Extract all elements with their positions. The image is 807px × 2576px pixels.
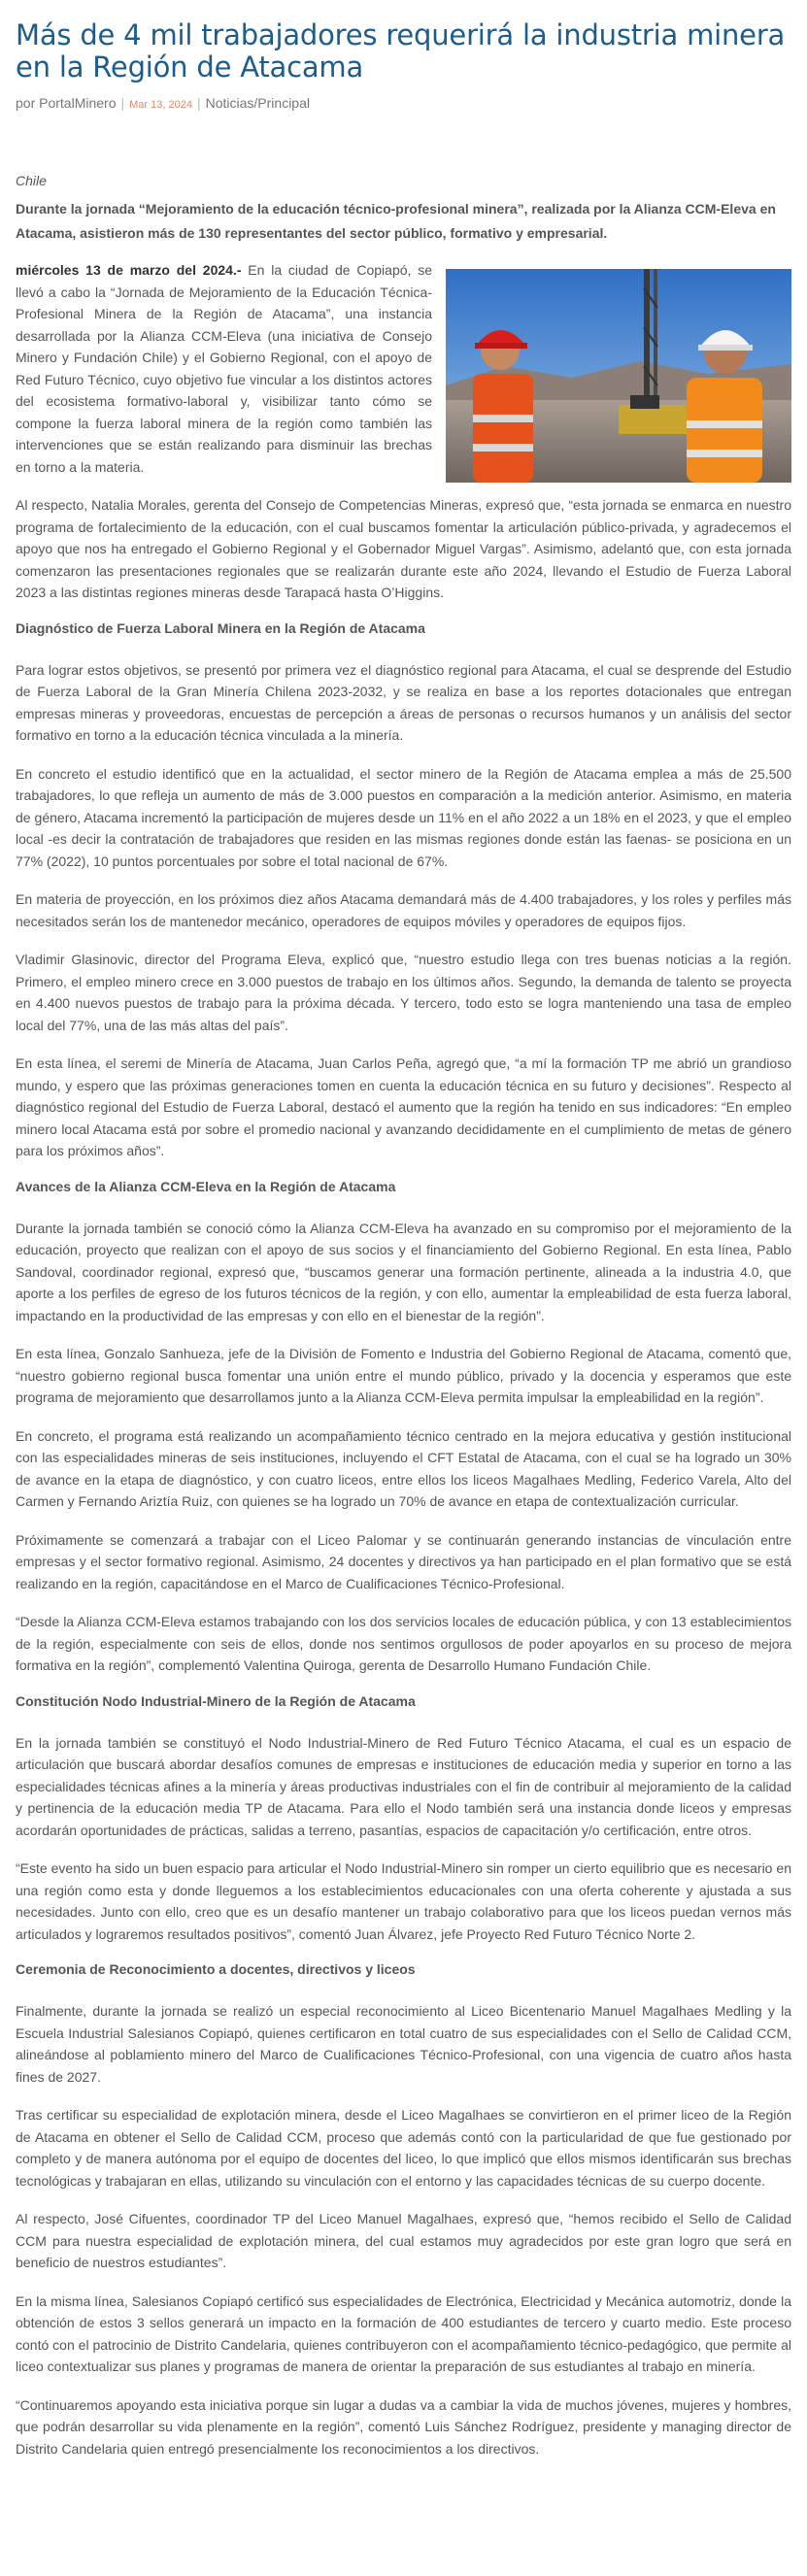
paragraph: En la jornada también se constituyó el Nodo Industrial-Minero de Red Futuro Técnico Atacama, el cual es un espacio de articulación que buscará abordar desafíos comunes de empresas e instituciones de educación media y superior en torno a las especialidades técnicas afines a la minería y áreas productivas industriales con el fin de contribuir al mejoramiento de la calidad y pertinencia de la educación media TP de Atacama. Para ello el Nodo también será una instancia donde liceos y empresas acordarán oportunidades de prácticas, salidas a terreno, pasantías, espacios de capacitación y/o certificación, entre otros. bbox=[16, 1734, 791, 1838]
category-link[interactable]: Noticias/Principal bbox=[205, 95, 310, 111]
article-lead: Durante la jornada “Mejoramiento de la educación técnico-profesional minera”, realizada por la Alianza CCM-Eleva en Atacama, asistieron más de 130 representantes del sector público, formativo y empresarial. bbox=[16, 201, 776, 241]
paragraph: En concreto el estudio identificó que en la actualidad, el sector minero de la Región de Atacama emplea a más de 25.500 trabajadores, lo que refleja un aumento de más de 3.000 puestos en comparación a la medición anterior. Asimismo, en materia de género, Atacama incrementó la participación de mujeres desde un 11% en el año 2022 a un 18% en el 2023, y que el empleo local -es decir la contratación de trabajadores que residen en las mismas regiones donde están las faenas- se posiciona en un 77% (2022), 10 puntos porcentuales por sobre el total nacional de 67%. bbox=[16, 765, 791, 869]
article-body bbox=[16, 259, 791, 2459]
paragraph: “Continuaremos apoyando esta iniciativa porque sin lugar a dudas va a cambiar la vida de muchos jóvenes, mujeres y hombres, que podrán desarrollar su vida plenamente en la región”, comentó Luis Sánchez Rodríguez, presidente y managing director de Distrito Candelaria quien entregó presencialmente los reconocimientos a los directivos. bbox=[16, 2396, 791, 2457]
section-heading: Constitución Nodo Industrial-Minero de la Región de Atacama bbox=[16, 1692, 416, 1709]
paragraph: Para lograr estos objetivos, se presentó por primera vez el diagnóstico regional para Atacama, el cual se desprende del Estudio de Fuerza Laboral de la Gran Minería Chilena 2023-2032, y se realiza en base a los reportes dotacionales que entregan empresas mineras y proveedoras, encuestas de percepción a áreas de personas o recursos humanos y un análisis del sector formativo en torno a la educación técnica vinculada a la minería. bbox=[16, 661, 791, 743]
paragraph: “Desde la Alianza CCM-Eleva estamos trabajando con los dos servicios locales de educación pública, y con 13 establecimientos de la región, especialmente con seis de ellos, donde nos sentimos orgullosos de poder apoyarlos en su proceso de mejora formativa en la región”, complementó Valentina Quiroga, gerenta de Desarrollo Humano Fundación Chile. bbox=[16, 1614, 791, 1673]
miners-photo bbox=[446, 269, 791, 483]
paragraph: “Este evento ha sido un buen espacio para articular el Nodo Industrial-Minero sin romper un cierto equilibrio que es necesario en una región como esta y donde lleguemos a los establecimientos educacionales con una oferta coherente y ajustada a sus necesidades. Junto con ello, creo que es un desafío mantener un trabajo colaborativo para que los liceos puedan vernos más articulados y lograremos resultados positivos”, comentó Juan Álvarez, jefe Proyecto Red Futuro Técnico Norte 2. bbox=[16, 1860, 791, 1942]
country-label: Chile bbox=[16, 173, 47, 188]
paragraph: Finalmente, durante la jornada se realizó un especial reconocimiento al Liceo Bicentenario Manuel Magalhaes Medling y la Escuela Industrial Salesianos Copiapó, quienes certificaron en total cuatro de sus especialidades con el Sello de Calidad CCM, alineándose al poblamiento minero del Marco de Cualificaciones Técnico-Profesional, con una vigencia de cuatro años hasta fines de 2027. bbox=[16, 2003, 791, 2085]
paragraph: En concreto, el programa está realizando un acompañamiento técnico centrado en la mejora educativa y gestión institucional con las especialidades mineras de seis instituciones, incluyendo el CFT Estatal de Atacama, con el cual se ha logrado un 30% de avance en la etapa de diagnóstico, y con cuatro liceos, entre ellos los liceos Magalhaes Medling, Federico Varela, Alto del Carmen y Fernando Ariztía Ruiz, con quienes se ha logrado un 70% de avance en etapa de contextualización curricular. bbox=[16, 1427, 791, 1509]
paragraph: Próximamente se comenzará a trabajar con el Liceo Palomar y se continuarán generando instancias de vinculación entre empresas y el sector formativo regional. Asimismo, 24 docentes y directivos ya han participado en el plan formativo que se está realizando en la región, capacitándose en el Marco de Cualificaciones Técnico-Profesional. bbox=[16, 1531, 791, 1591]
paragraph: Durante la jornada también se conoció cómo la Alianza CCM-Eleva ha avanzado en su compromiso por el mejoramiento de la educación, proyecto que realizan con el apoyo de sus socios y el financiamiento del Gobierno Regional. En esta línea, Pablo Sandoval, coordinador regional, expresó que, “buscamos generar una formación pertinente, alineada a la industria 4.0, que aporte a los perfiles de egreso de los futuros técnicos de la región, y con ello, aumentar la empleabilidad de esta fuerza laboral, impactando en la productividad de las empresas y con ello en el bienestar de la región”. bbox=[16, 1220, 791, 1323]
author[interactable]: por PortalMinero bbox=[16, 95, 117, 111]
article bbox=[16, 0, 791, 2476]
section-heading: Diagnóstico de Fuerza Laboral Minera en la Región de Atacama bbox=[16, 619, 425, 636]
miners-photo-illustration bbox=[446, 269, 791, 483]
paragraph: En la misma línea, Salesianos Copiapó certificó sus especialidades de Electrónica, Electricidad y Mecánica automotriz, donde la obtención de estos 3 sellos generará un impacto en la formación de 400 estudiantes de tercero y cuarto medio. Este proceso contó con el patrocinio de Distrito Candelaria, quienes contribuyeron con el acompañamiento técnico-pedagógico, que permite al liceo contextualizar sus planes y programas de manera de orientar la preparación de sus estudiantes al trabajo en minería. bbox=[16, 2292, 791, 2374]
paragraph: En materia de proyección, en los próximos diez años Atacama demandará más de 4.400 trabajadores, y los roles y perfiles más necesitados serán los de mantenedor mecánico, operadores de equipos móviles y operadores de equipos fijos. bbox=[16, 891, 791, 929]
paragraph: En esta línea, el seremi de Minería de Atacama, Juan Carlos Peña, agregó que, “a mí la formación TP me abrió un grandioso mundo, y espero que las próximas generaciones tomen en cuenta la educación técnica en su futuro y decisiones”. Respecto al diagnóstico regional del Estudio de Fuerza Laboral, destacó el aumento que la región ha tenido en sus indicadores: “En empleo minero local Atacama está por sobre el promedio nacional y avanzando decididamente en el cumplimiento de metas de género para los próximos años”. bbox=[16, 1055, 791, 1158]
paragraph: Vladimir Glasinovic, director del Programa Eleva, explicó que, “nuestro estudio llega con tres buenas noticias a la región. Primero, el empleo minero crece en 3.000 puestos de trabajo en los últimos años. Segundo, la demanda de talento se proyecta en 4.400 nuevos puestos de trabajo para la próxima década. Y tercero, todo esto se logra manteniendo una tasa de empleo local del 77%, una de las más altas del país”. bbox=[16, 952, 791, 1033]
publish-date: Mar 13, 2024 bbox=[129, 99, 192, 111]
paragraph: Tras certificar su especialidad de explotación minera, desde el Liceo Magalhaes se convirtieron en el primer liceo de la Región de Atacama en obtener el Sello de Calidad CCM, proceso que además contó con la particularidad de que fue gestionado por completo y de manera autónoma por el equipo de docentes del liceo, lo que implicó que ellos mismos identificarán sus brechas tecnológicas y trabajaran en ellas, utilizando su vinculación con el entorno y las capacidades técnicas de su cuerpo docente. bbox=[16, 2107, 791, 2189]
section-heading: Ceremonia de Reconocimiento a docentes, directivos y liceos bbox=[16, 1961, 416, 1977]
section-heading: Avances de la Alianza CCM-Eleva en la Región de Atacama bbox=[16, 1178, 396, 1194]
dateline: miércoles 13 de marzo del 2024.- bbox=[16, 262, 242, 278]
article-meta: por PortalMinero | Mar 13, 2024 | Noticias/Principal bbox=[16, 95, 310, 111]
article-title: Más de 4 mil trabajadores requerirá la industria minera en la Región de Atacama bbox=[16, 18, 786, 84]
paragraph: Al respecto, Natalia Morales, gerenta del Consejo de Competencias Mineras, expresó que, “esta jornada se enmarca en nuestro programa de fortalecimiento de la educación, con el cual buscamos fomentar la articulación público-privada, y agradecemos el apoyo que nos ha entregado el Gobierno Regional y el Gobernador Miguel Vargas”. Asimismo, adelantó que, con esta jornada comenzaron las presentaciones regionales que se realizarán durante este año 2024, llevando el Estudio de Fuerza Laboral 2023 a las distintas regiones mineras desde Tarapacá hasta O’Higgins. bbox=[16, 497, 791, 600]
paragraph: miércoles 13 de marzo del 2024.- En la ciudad de Copiapó, se llevó a cabo la “Jornada de Mejoramiento de la Educación Técnica-Profesional Minera de la Región de Atacama”, una instancia desarrollada por la Alianza CCM-Eleva (una iniciativa de Consejo Minero y Fundación Chile) y el Gobierno Regional, con el apoyo de Red Futuro Técnico, cuyo objetivo fue vincular a los distintos actores del ecosistema formativo-laboral y, visibilizar tanto cómo se compone la fuerza laboral minera de la región como también las intervenciones que se están realizando para disminuir las brechas en torno a la materia. bbox=[16, 262, 433, 475]
paragraph: Al respecto, José Cifuentes, coordinador TP del Liceo Manuel Magalhaes, expresó que, “hemos recibido el Sello de Calidad CCM para nuestra especialidad de explotación minera, del cual estamos muy agradecidos por este gran logro que será en beneficio de nuestros estudiantes”. bbox=[16, 2211, 791, 2270]
paragraph: En esta línea, Gonzalo Sanhueza, jefe de la División de Fomento e Industria del Gobierno Regional de Atacama, comentó que, “nuestro gobierno regional busca fomentar una unión entre el mundo público, privado y la docencia y esperamos que este programa de mejoramiento que desarrollamos junto a la Alianza CCM-Eleva permita impulsar la empleabilidad en la región”. bbox=[16, 1346, 791, 1405]
